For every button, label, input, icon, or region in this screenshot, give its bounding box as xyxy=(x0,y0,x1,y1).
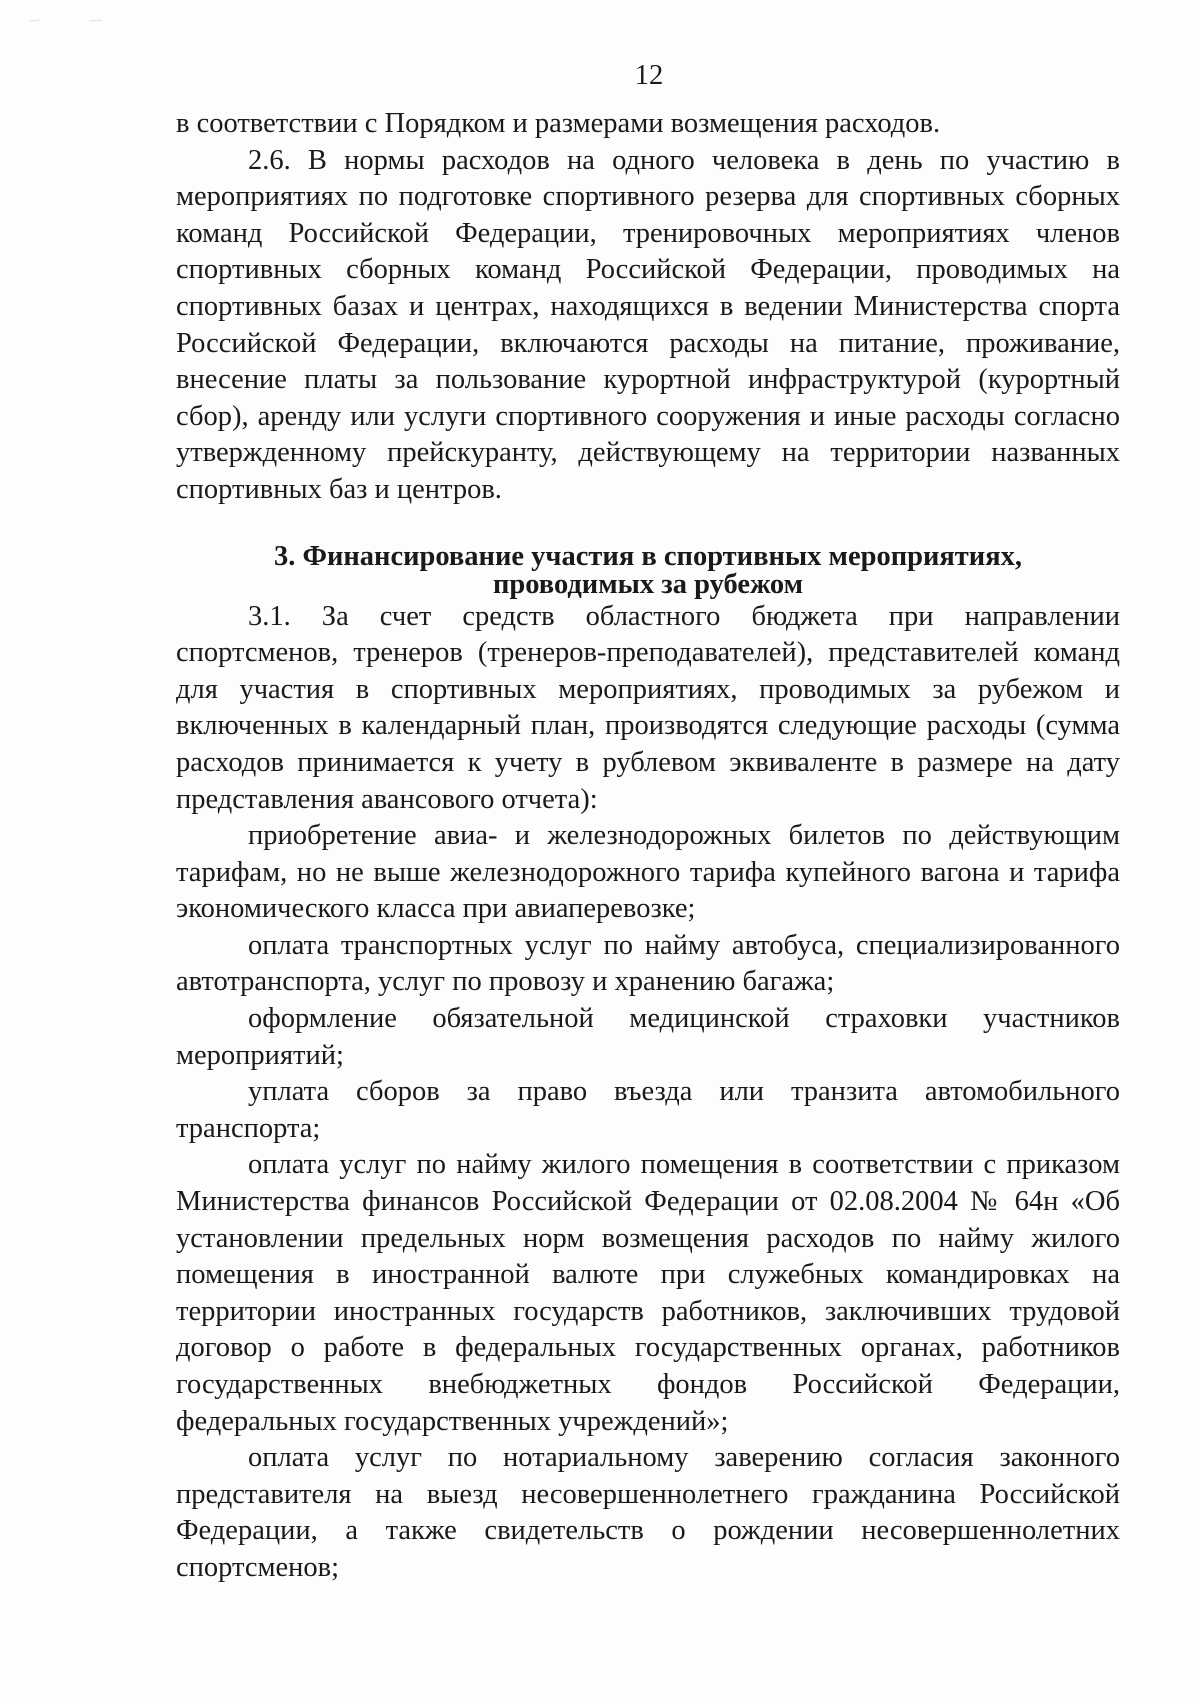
list-item-tickets: приобретение авиа- и железнодорожных билетов по действующим тарифам, но не выше железнодорожного тарифа купейного вагона и тарифа экономического класса при авиаперевозке; xyxy=(176,820,1120,925)
paragraph-2-6: 2.6. В нормы расходов на одного человека в день по участию в мероприятиях по подготовке спортивного резерва для спортивных сборных команд Российской Федерации, тренировочных мероприятиях членов спортивных сборных команд Российской Федерации, проводимых на спортивных базах и центрах, находящихся в ведении Министерства спорта Российской Федерации, включаются расходы на питание, проживание, внесение платы за пользование курортной инфраструктурой (курортный сбор), аренду или услуги спортивного сооружения и иные расходы согласно утвержденному прейскуранту, действующему на территории названных спортивных баз и центров. xyxy=(176,144,1120,505)
scan-artifact xyxy=(30,18,110,24)
list-item-transport: оплата транспортных услуг по найму автобуса, специализированного автотранспорта, услуг по провозу и хранению багажа; xyxy=(176,929,1120,998)
page-number: 12 xyxy=(634,60,664,91)
list-item-insurance: оформление обязательной медицинской страховки участников мероприятий; xyxy=(176,1003,1120,1071)
section-heading-line-1: 3. Финансирование участия в спортивных мероприятиях, xyxy=(273,540,1023,572)
paragraph-continuation: в соответствии с Порядком и размерами возмещения расходов. xyxy=(176,108,941,139)
list-item-accommodation: оплата услуг по найму жилого помещения в соответствии с приказом Министерства финансов Российской Федерации от 02.08.2004 № 64н «Об установлении предельных норм возмещения расходов по найму жилого помещения в иностранной валюте при служебных командировках на территории иностранных государств работников, заключивших трудовой договор о работе в федеральных государственных органах, работников государственных внебюджетных фондов Российской Федерации, федеральных государственных учреждений»; xyxy=(176,1149,1120,1437)
document-body xyxy=(176,58,1120,1587)
paragraph-3-1: 3.1. За счет средств областного бюджета при направлении спортсменов, тренеров (тренеров-преподавателей), представителей команд для участия в спортивных мероприятиях, проводимых за рубежом и включенных в календарный план, производятся следующие расходы (сумма расходов принимается к учету в рублевом эквиваленте в размере на дату представления авансового отчета): xyxy=(176,600,1120,815)
list-item-notary: оплата услуг по нотариальному заверению согласия законного представителя на выезд несовершеннолетнего гражданина Российской Федерации, а также свидетельств о рождении несовершеннолетних спортсменов; xyxy=(176,1442,1120,1583)
list-item-entry-fees: уплата сборов за право въезда или транзита автомобильного транспорта; xyxy=(176,1076,1120,1144)
section-heading xyxy=(176,540,1120,600)
section-heading-line-2: проводимых за рубежом xyxy=(492,568,804,600)
